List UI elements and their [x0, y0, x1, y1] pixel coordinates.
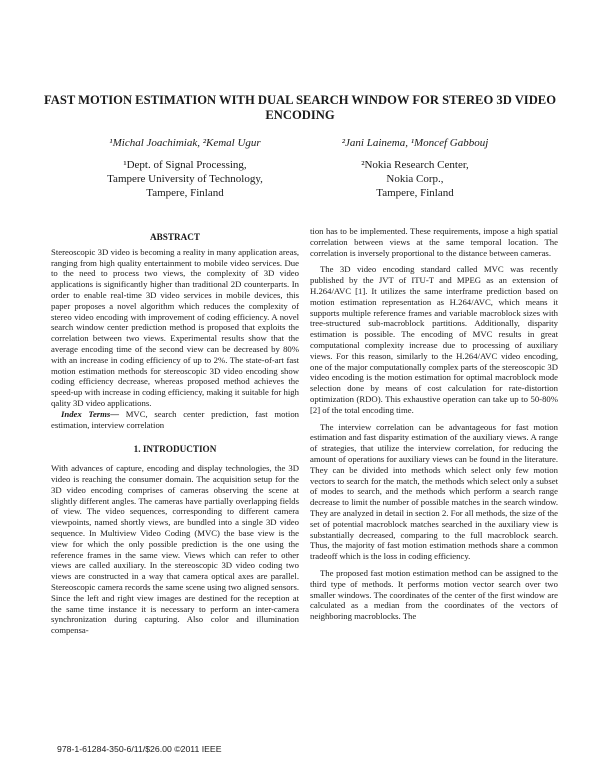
title-line-2: ENCODING — [265, 108, 335, 122]
affiliation-right-3: Tampere, Finland — [376, 187, 454, 199]
author-block-left — [95, 136, 275, 200]
title-line-1: FAST MOTION ESTIMATION WITH DUAL SEARCH WINDOW FOR STEREO 3D VIDEO — [43, 93, 556, 107]
affiliation-right-2: Nokia Corp., — [386, 173, 444, 185]
affiliation-left-3: Tampere, Finland — [146, 187, 224, 199]
author-names-left: ¹Michal Joachimiak, ²Kemal Ugur — [109, 137, 261, 149]
abstract-heading: ABSTRACT — [149, 232, 201, 242]
left-column — [51, 232, 299, 636]
index-terms-label: Index Terms— — [61, 408, 120, 419]
paper-title — [40, 93, 560, 123]
author-block-right — [325, 136, 505, 200]
introduction-text: With advances of capture, encoding and display technologies, the 3D video is reaching the consumer domain. The acquisition setup for the 3D video encoding comprises of cameras observing the scene at slightly different angles. The cameras have partially overlapping fields of view. The video sequences, corresponding to different camera viewpoints, named shortly views, are bundled into a single 3D video sequence. In Multiview Video Coding (MVC) the base view is the view for which the only possible prediction is the one using the reference frames in the same view. Views which can refer to other views are called auxiliary. In the stereoscopic 3D video coding two views are constructed in a way that camera optical axes are parallel. Stereoscopic camera records the same scene using two aligned sensors. Since the left and right view images are destined for the reception at the same time instance it is necessary to perform an inter-camera synchronization during capturing. Also color and illumination compensa- — [51, 463, 299, 636]
right-column — [310, 226, 558, 622]
index-terms-text: MVC, search center prediction, fast motion estimation, interview correlation — [51, 408, 300, 430]
affiliation-left-2: Tampere University of Technology, — [107, 173, 263, 185]
right-paragraph-3: The interview correlation can be advantageous for fast motion estimation and fast disparity estimation of the auxiliary views. A range of strategies, that utilize the interview correlation, for reducing the amount of operations for auxiliary views can be found in the literature. They can be divided into methods which select only few motion vectors to search for the match, the methods which select only a subset of modes to search, and the methods which perform a search range decrease to limit the number of possible matches in the search window. They are analyzed in detail in section 2. For all methods, the size of the set of potential macroblock matches searched in the auxiliary view is substantially decreased, comparing to the full macroblock search. Thus, the majority of fast motion estimation methods share a common tradeoff which is the loss in coding efficiency. — [310, 421, 558, 562]
introduction-heading: 1. INTRODUCTION — [133, 444, 217, 455]
right-paragraph-4: The proposed fast motion estimation method can be assigned to the third type of methods. It performs motion vector search over two smaller windows. The coordinates of the center of the first window are calculated as a median from the coordinates of the vectors of neighboring macroblocks. The — [310, 567, 558, 622]
affiliation-left-1: ¹Dept. of Signal Processing, — [123, 159, 247, 171]
right-paragraph-1: tion has to be implemented. These requirements, impose a high spatial correlation between views at the same temporal location. The correlation is inversely proportional to the distance between cameras. — [310, 226, 558, 258]
affiliation-right-1: ²Nokia Research Center, — [361, 159, 469, 171]
right-paragraph-2: The 3D video encoding standard called MVC was recently published by the JVT of ITU-T and MPEG as an extension of H.264/AVC [1]. It utilizes the same interframe prediction based on motion estimation representation as H.264/AVC, which means it supports multiple reference frames and variable macroblock sizes with tree-structured sub-macroblock partitions. Additionally, disparity estimation is possible. The encoding of MVC results in great computational complexity increase due to processing of auxiliary views. For this reason, similarly to the H.264/AVC video encoding, one of the major computationally complex parts of the stereoscopic 3D video encoding is the motion estimation for optimal macroblock mode selection done by means of cost calculation for rate-distortion optimization (RDO). This exhaustive operation can take up to 50-80% [2] of the total encoding time. — [310, 264, 558, 415]
index-terms — [51, 409, 299, 431]
abstract-text: Stereoscopic 3D video is becoming a reality in many application areas, ranging from high quality entertainment to mobile video services. Due to the need to process two views, the complexity of 3D video applications is significantly higher than traditional 2D counterparts. In order to enable real-time 3D video services in mobile devices, this paper proposes a novel algorithm which reduces the complexity of stereo video encoding with improvement of coding efficiency. A novel search window center prediction method is proposed that exploits the correlation between two views. Experimental results show that the average encoding time of the second view can be decreased by 80% with an increase in coding efficiency of up to 2%. The state-of-art fast motion estimation methods for stereoscopic 3D video encoding show coding efficiency decrease, whereas proposed method achieves the speed-up with increase in coding efficiency, making it suitable for high qality 3D video applications. — [51, 246, 299, 408]
copyright-footer: 978-1-61284-350-6/11/$26.00 ©2011 IEEE — [57, 744, 222, 754]
author-names-right: ²Jani Lainema, ¹Moncef Gabbouj — [341, 137, 489, 149]
